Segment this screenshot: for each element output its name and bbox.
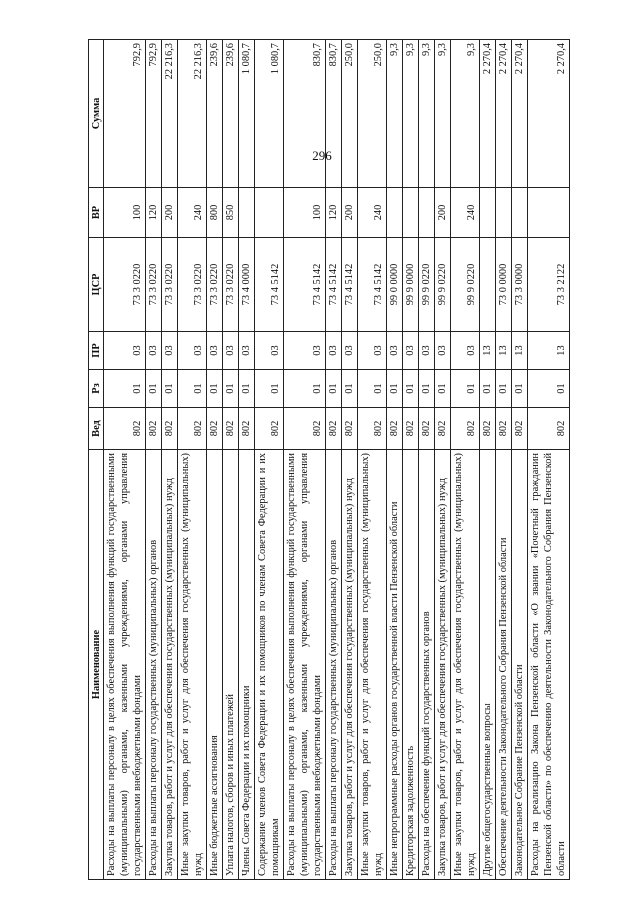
- row-name: Закупка товаров, работ и услуг для обеспечения государственных (муниципальных) нужд: [435, 450, 451, 880]
- row-vr: [255, 188, 284, 238]
- table-row: [387, 40, 403, 880]
- row-vr: 800: [207, 188, 223, 238]
- row-pr: 03: [178, 332, 207, 370]
- row-csr: 99 9 0220: [419, 238, 435, 332]
- row-csr: 73 3 0220: [104, 238, 146, 332]
- row-vr: 240: [178, 188, 207, 238]
- header-vr: ВР: [89, 188, 104, 238]
- row-name: Иные бюджетные ассигнования: [207, 450, 223, 880]
- row-vr: 850: [223, 188, 239, 238]
- row-ved: 802: [239, 408, 255, 450]
- row-pr: 03: [146, 332, 162, 370]
- row-ved: 802: [178, 408, 207, 450]
- row-ved: 802: [342, 408, 358, 450]
- row-vr: 240: [358, 188, 387, 238]
- row-sum: 830,7: [326, 40, 342, 188]
- page-number: 296: [312, 148, 332, 163]
- row-name: Иные закупки товаров, работ и услуг для обеспечения государственных (муниципальных) нужд: [451, 450, 480, 880]
- header-sum: Сумма: [89, 40, 104, 188]
- row-sum: 250,0: [358, 40, 387, 188]
- row-pr: 03: [358, 332, 387, 370]
- row-vr: 200: [162, 188, 178, 238]
- row-name: Расходы на выплаты персоналу государственных (муниципальных) органов: [146, 450, 162, 880]
- table-row: [162, 40, 178, 880]
- row-sum: 9,3: [451, 40, 480, 188]
- row-rz: 01: [239, 370, 255, 408]
- row-name: Расходы на выплаты персоналу государственных (муниципальных) органов: [326, 450, 342, 880]
- row-pr: 03: [162, 332, 178, 370]
- row-rz: 01: [326, 370, 342, 408]
- header-ved: Вед: [89, 408, 104, 450]
- table-row: [326, 40, 342, 880]
- table-row: [284, 40, 326, 880]
- row-pr: 03: [104, 332, 146, 370]
- row-ved: 802: [207, 408, 223, 450]
- row-csr: 73 3 2122: [528, 238, 570, 332]
- row-pr: 13: [528, 332, 570, 370]
- row-csr: 73 3 0220: [223, 238, 239, 332]
- row-pr: 13: [496, 332, 512, 370]
- row-pr: 13: [512, 332, 528, 370]
- row-sum: 250,0: [342, 40, 358, 188]
- row-csr: [480, 238, 496, 332]
- row-ved: 802: [496, 408, 512, 450]
- row-csr: 73 3 0220: [162, 238, 178, 332]
- table-row: [239, 40, 255, 880]
- table-row: [451, 40, 480, 880]
- row-rz: 01: [104, 370, 146, 408]
- row-vr: 200: [435, 188, 451, 238]
- header-rz: Рз: [89, 370, 104, 408]
- row-sum: 9,3: [435, 40, 451, 188]
- row-name: Расходы на реализацию Закона Пензенской области «О звании «Почетный гражданин Пензенской области» по обеспечению деятельности Законодательного Собрания Пензенской области: [528, 450, 570, 880]
- table-row: [223, 40, 239, 880]
- table-body: [104, 40, 570, 880]
- row-ved: 802: [403, 408, 419, 450]
- row-vr: [496, 188, 512, 238]
- row-sum: 2 270,4: [480, 40, 496, 188]
- row-sum: 1 080,7: [255, 40, 284, 188]
- row-pr: 03: [435, 332, 451, 370]
- row-rz: 01: [284, 370, 326, 408]
- row-ved: 802: [223, 408, 239, 450]
- row-sum: 2 270,4: [496, 40, 512, 188]
- row-sum: 239,6: [223, 40, 239, 188]
- table-row: [178, 40, 207, 880]
- table-row: [403, 40, 419, 880]
- table-row: [104, 40, 146, 880]
- row-rz: 01: [419, 370, 435, 408]
- row-name: Расходы на выплаты персоналу в целях обеспечения выполнения функций государственными (муниципальными) органами, казенными учреждениями, органами управления государственными внебюджетными фондами: [284, 450, 326, 880]
- row-sum: 2 270,4: [528, 40, 570, 188]
- row-sum: 2 270,4: [512, 40, 528, 188]
- row-sum: 1 080,7: [239, 40, 255, 188]
- row-rz: 01: [178, 370, 207, 408]
- table-row: [528, 40, 570, 880]
- row-vr: 120: [146, 188, 162, 238]
- table-row: [146, 40, 162, 880]
- table-row: [255, 40, 284, 880]
- row-name: Члены Совета Федерации и их помощники: [239, 450, 255, 880]
- row-ved: 802: [104, 408, 146, 450]
- row-ved: 802: [435, 408, 451, 450]
- row-ved: 802: [451, 408, 480, 450]
- row-csr: 73 4 5142: [255, 238, 284, 332]
- row-vr: [387, 188, 403, 238]
- row-rz: 01: [512, 370, 528, 408]
- row-ved: 802: [326, 408, 342, 450]
- row-name: Кредиторская задолженность: [403, 450, 419, 880]
- row-rz: 01: [146, 370, 162, 408]
- row-name: Законодательное Собрание Пензенской области: [512, 450, 528, 880]
- row-name: Расходы на обеспечение функций государственных органов: [419, 450, 435, 880]
- row-csr: 99 9 0220: [451, 238, 480, 332]
- row-csr: 73 3 0220: [178, 238, 207, 332]
- row-ved: 802: [419, 408, 435, 450]
- row-sum: 792,9: [146, 40, 162, 188]
- row-rz: 01: [528, 370, 570, 408]
- row-csr: 99 0 0000: [387, 238, 403, 332]
- row-rz: 01: [223, 370, 239, 408]
- row-sum: 830,7: [284, 40, 326, 188]
- row-sum: 9,3: [403, 40, 419, 188]
- row-vr: 120: [326, 188, 342, 238]
- row-ved: 802: [528, 408, 570, 450]
- row-rz: 01: [435, 370, 451, 408]
- row-rz: 01: [162, 370, 178, 408]
- row-rz: 01: [342, 370, 358, 408]
- row-ved: 802: [387, 408, 403, 450]
- row-pr: 03: [387, 332, 403, 370]
- row-ved: 802: [480, 408, 496, 450]
- row-csr: 99 9 0220: [435, 238, 451, 332]
- row-pr: 13: [480, 332, 496, 370]
- row-pr: 03: [207, 332, 223, 370]
- row-name: Иные закупки товаров, работ и услуг для обеспечения государственных (муниципальных) нужд: [178, 450, 207, 880]
- table-row: [435, 40, 451, 880]
- row-csr: 73 0 0000: [496, 238, 512, 332]
- row-csr: 73 4 0000: [239, 238, 255, 332]
- row-name: Иные закупки товаров, работ и услуг для обеспечения государственных (муниципальных) нужд: [358, 450, 387, 880]
- header-csr: ЦСР: [89, 238, 104, 332]
- row-sum: 9,3: [419, 40, 435, 188]
- row-vr: [239, 188, 255, 238]
- row-ved: 802: [162, 408, 178, 450]
- rotated-table-container: [88, 40, 567, 880]
- row-vr: [403, 188, 419, 238]
- row-vr: 100: [104, 188, 146, 238]
- row-name: Иные непрограммные расходы органов государственной власти Пензенской области: [387, 450, 403, 880]
- row-csr: 73 3 0220: [146, 238, 162, 332]
- row-vr: [480, 188, 496, 238]
- table-row: [496, 40, 512, 880]
- row-pr: 03: [419, 332, 435, 370]
- row-vr: 100: [284, 188, 326, 238]
- row-sum: 22 216,3: [178, 40, 207, 188]
- row-ved: 802: [284, 408, 326, 450]
- table-row: [207, 40, 223, 880]
- row-vr: [512, 188, 528, 238]
- row-pr: 03: [403, 332, 419, 370]
- row-pr: 03: [451, 332, 480, 370]
- row-name: Уплата налогов, сборов и иных платежей: [223, 450, 239, 880]
- row-sum: 9,3: [387, 40, 403, 188]
- table-row: [358, 40, 387, 880]
- row-pr: 03: [326, 332, 342, 370]
- row-rz: 01: [403, 370, 419, 408]
- row-csr: 73 3 0000: [512, 238, 528, 332]
- row-sum: 792,9: [104, 40, 146, 188]
- row-pr: 03: [255, 332, 284, 370]
- table-row: [342, 40, 358, 880]
- table-row: [480, 40, 496, 880]
- table-row: [512, 40, 528, 880]
- row-vr: [419, 188, 435, 238]
- row-csr: 73 4 5142: [342, 238, 358, 332]
- row-csr: 73 4 5142: [326, 238, 342, 332]
- row-pr: 03: [342, 332, 358, 370]
- row-ved: 802: [358, 408, 387, 450]
- row-ved: 802: [255, 408, 284, 450]
- row-rz: 01: [207, 370, 223, 408]
- row-vr: 240: [451, 188, 480, 238]
- row-sum: 22 216,3: [162, 40, 178, 188]
- row-csr: 73 4 5142: [284, 238, 326, 332]
- row-ved: 802: [512, 408, 528, 450]
- row-csr: 73 3 0220: [207, 238, 223, 332]
- row-rz: 01: [358, 370, 387, 408]
- header-name: Наименование: [89, 450, 104, 880]
- row-name: Содержание членов Совета Федерации и их помощников по членам Совета Федерации и их помощникам: [255, 450, 284, 880]
- row-rz: 01: [451, 370, 480, 408]
- row-pr: 03: [284, 332, 326, 370]
- row-rz: 01: [255, 370, 284, 408]
- header-row: [89, 40, 104, 880]
- row-name: Расходы на выплаты персоналу в целях обеспечения выполнения функций государственными (муниципальными) органами, казенными учреждениями, органами управления государственными внебюджетными фондами: [104, 450, 146, 880]
- row-csr: 99 9 0000: [403, 238, 419, 332]
- header-pr: ПР: [89, 332, 104, 370]
- budget-table: [88, 39, 570, 880]
- row-csr: 73 4 5142: [358, 238, 387, 332]
- row-name: Закупка товаров, работ и услуг для обеспечения государственных (муниципальных) нужд: [162, 450, 178, 880]
- row-ved: 802: [146, 408, 162, 450]
- table-row: [419, 40, 435, 880]
- row-name: Другие общегосударственные вопросы: [480, 450, 496, 880]
- row-sum: 239,6: [207, 40, 223, 188]
- row-vr: [528, 188, 570, 238]
- row-rz: 01: [480, 370, 496, 408]
- row-pr: 03: [239, 332, 255, 370]
- row-rz: 01: [496, 370, 512, 408]
- row-vr: 200: [342, 188, 358, 238]
- row-rz: 01: [387, 370, 403, 408]
- row-name: Закупка товаров, работ и услуг для обеспечения государственных (муниципальных) нужд: [342, 450, 358, 880]
- row-pr: 03: [223, 332, 239, 370]
- row-name: Обеспечение деятельности Законодательного Собрания Пензенской области: [496, 450, 512, 880]
